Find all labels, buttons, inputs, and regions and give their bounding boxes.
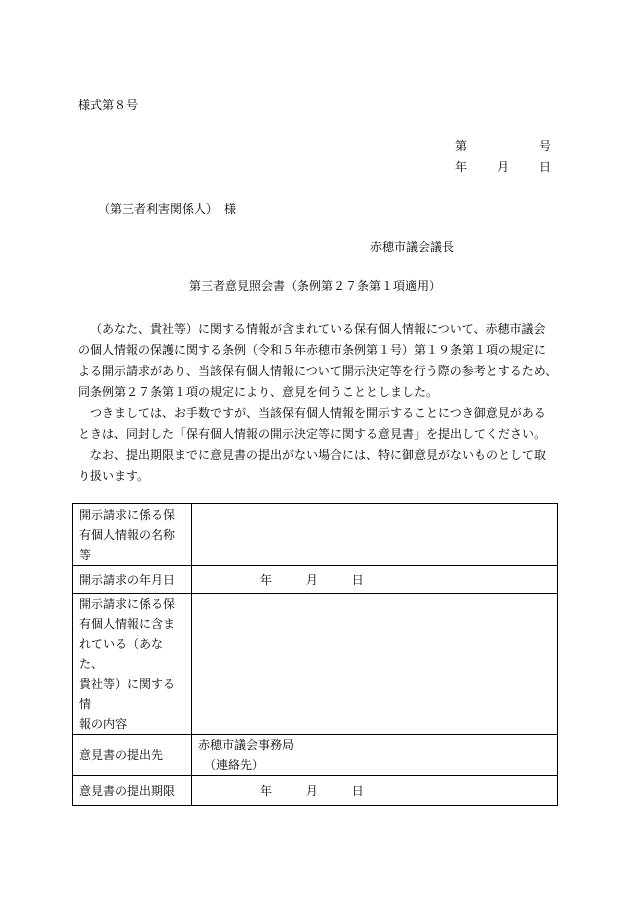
form-number: 様式第８号 bbox=[78, 98, 139, 112]
value-line: 赤穂市議会事務局 bbox=[198, 738, 295, 752]
doc-date-day: 日 bbox=[538, 160, 551, 174]
paragraph-line: よる開示請求があり、当該保有個人情報について開示決定等を行う際の参考とするため、 bbox=[78, 364, 558, 378]
label-line: 貴社等）に関する情 bbox=[79, 677, 176, 711]
table-label bbox=[73, 594, 192, 735]
table-row-submission-address bbox=[73, 735, 558, 776]
doc-date-month: 月 bbox=[496, 160, 509, 174]
doc-date-year: 年 bbox=[455, 160, 468, 174]
document-date bbox=[455, 158, 551, 175]
label-line: 開示請求の年月日 bbox=[79, 572, 176, 587]
table-value-request-date bbox=[192, 566, 558, 594]
table-label bbox=[73, 504, 192, 566]
sender: 赤穂市議会議長 bbox=[370, 240, 455, 254]
label-line: 報の内容 bbox=[79, 717, 128, 731]
date-year: 年 bbox=[260, 572, 273, 587]
paragraph-line: ときは、同封した「保有個人情報の開示決定等に関する意見書」を提出してください。 bbox=[78, 427, 547, 441]
document-title: 第三者意見照会書（条例第２７条第１項適用） bbox=[188, 279, 441, 293]
paragraph-line: なお、提出期限までに意見書の提出がない場合には、特に御意見がないものとして取 bbox=[90, 448, 547, 462]
table-value-request-name bbox=[192, 504, 558, 566]
table-label bbox=[73, 735, 192, 776]
date-day: 日 bbox=[351, 572, 364, 587]
table-row-request-name bbox=[73, 504, 558, 566]
date-year: 年 bbox=[260, 783, 273, 798]
paragraph-line: 同条例第２７条第１項の規定により、意見を伺うこととしました。 bbox=[78, 385, 439, 399]
table-value-submission-deadline bbox=[192, 776, 558, 806]
table-row-submission-deadline bbox=[73, 776, 558, 806]
table-value-info-content bbox=[192, 594, 558, 735]
date-day: 日 bbox=[351, 783, 364, 798]
value-line: （連絡先） bbox=[204, 758, 265, 772]
paragraph-3 bbox=[78, 445, 558, 487]
table-label bbox=[73, 566, 192, 594]
label-line: 等 bbox=[79, 547, 92, 562]
label-line: れている（あなた、 bbox=[79, 637, 164, 671]
label-line: 開示請求に係る保 bbox=[79, 507, 176, 522]
table-value-submission-address bbox=[192, 735, 558, 776]
date-month: 月 bbox=[305, 783, 318, 798]
label-line: 有個人情報の名称 bbox=[79, 527, 176, 542]
paragraph-line: （あなた、貴社等）に関する情報が含まれている保有個人情報について、赤穂市議会 bbox=[90, 322, 546, 336]
info-table bbox=[72, 503, 558, 806]
table-label bbox=[73, 776, 192, 806]
table-row-request-date bbox=[73, 566, 558, 594]
label-line: 意見書の提出期限 bbox=[79, 783, 176, 798]
label-line: 意見書の提出先 bbox=[79, 748, 164, 762]
doc-number-prefix: 第 bbox=[455, 139, 468, 153]
document-number bbox=[455, 137, 551, 154]
paragraph-1 bbox=[78, 319, 558, 403]
paragraph-line: つきましては、お手数ですが、当該保有個人情報を開示することにつき御意見がある bbox=[90, 406, 546, 420]
paragraph-line: の個人情報の保護に関する条例（令和５年赤穂市条例第１号）第１９条第１項の規定に bbox=[78, 343, 547, 357]
date-month: 月 bbox=[305, 572, 318, 587]
doc-number-suffix: 号 bbox=[538, 139, 551, 153]
table-row-info-content bbox=[73, 594, 558, 735]
label-line: 開示請求に係る保 bbox=[79, 597, 176, 611]
recipient: （第三者利害関係人） 様 bbox=[98, 202, 237, 216]
paragraph-2 bbox=[78, 403, 558, 445]
paragraph-line: り扱います。 bbox=[78, 469, 150, 483]
label-line: 有個人情報に含ま bbox=[79, 617, 176, 631]
